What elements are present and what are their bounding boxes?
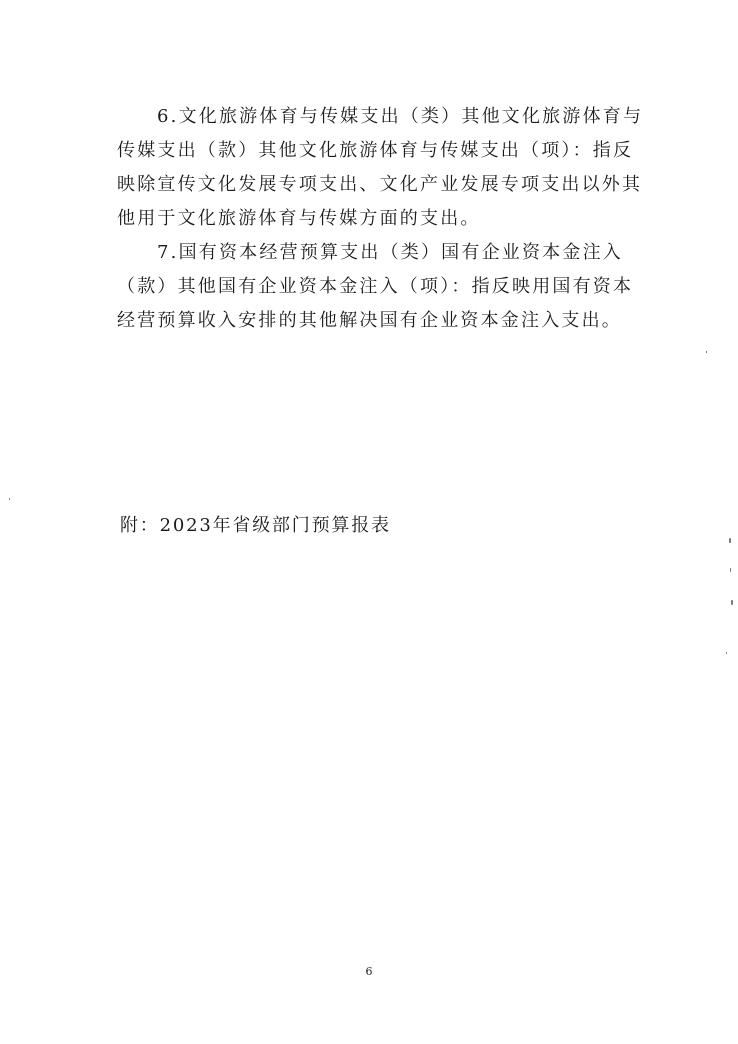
paragraph-7 xyxy=(117,236,637,338)
page-number: 6 xyxy=(365,965,373,978)
paragraph-line: 映除宣传文化发展专项支出、文化产业发展专项支出以外其 xyxy=(117,174,643,195)
scan-speck xyxy=(729,538,731,543)
attachment-note: 附：2023年省级部门预算报表 xyxy=(120,515,391,536)
scan-speck xyxy=(730,568,731,572)
paragraph-line: 6.文化旅游体育与传媒支出（类）其他文化旅游体育与 xyxy=(157,106,644,127)
paragraph-line: 传媒支出（款）其他文化旅游体育与传媒支出（项）：指反 xyxy=(117,140,634,161)
scan-speck xyxy=(731,600,733,605)
paragraph-6 xyxy=(117,100,644,236)
paragraph-line: （款）其他国有企业资本金注入（项）：指反映用国有资本 xyxy=(117,276,634,297)
scan-speck xyxy=(9,498,10,500)
scan-speck xyxy=(706,351,707,353)
paragraph-line: 7.国有资本经营预算支出（类）国有企业资本金注入 xyxy=(157,242,623,263)
paragraph-line: 经营预算收入安排的其他解决国有企业资本金注入支出。 xyxy=(117,310,622,331)
scan-speck xyxy=(726,652,727,654)
paragraph-line: 他用于文化旅游体育与传媒方面的支出。 xyxy=(117,208,481,229)
